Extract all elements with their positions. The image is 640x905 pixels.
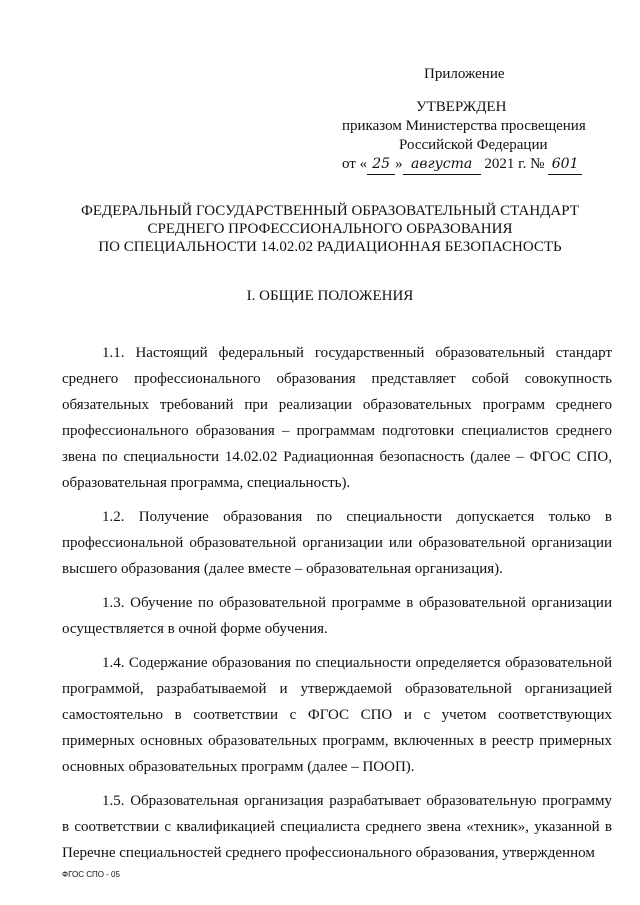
title-line-3: ПО СПЕЦИАЛЬНОСТИ 14.02.02 РАДИАЦИОННАЯ БЕЗОПАСНОСТЬ bbox=[98, 239, 562, 255]
document-body bbox=[62, 340, 612, 874]
order-line-2: Российской Федерации bbox=[399, 137, 548, 153]
footer-code: ФГОС СПО - 05 bbox=[62, 870, 120, 879]
date-month: августа bbox=[403, 155, 481, 175]
paragraph-1-1: 1.1. Настоящий федеральный государственный образовательный стандарт среднего профессионального образования представляет собой совокупность обязательных требований при реализации образовательных программ среднего профессионального образования – программам подготовки специалистов среднего звена по специальности 14.02.02 Радиационная безопасность (далее – ФГОС СПО, образовательная программа, специальность). bbox=[62, 345, 612, 491]
paragraph-1-5: 1.5. Образовательная организация разрабатывает образовательную программу в соответствии с квалификацией специалиста среднего звена «техник», указанной в Перечне специальностей среднего профессионального образования, утвержденном bbox=[62, 793, 612, 861]
standard-title bbox=[60, 202, 600, 256]
appendix-label: Приложение bbox=[424, 66, 505, 82]
section-heading: I. ОБЩИЕ ПОЛОЖЕНИЯ bbox=[246, 288, 414, 304]
paragraph-1-2: 1.2. Получение образования по специальности допускается только в профессиональной образовательной организации или образовательной организации высшего образования (далее вместе – образовательная организация). bbox=[62, 509, 612, 577]
order-date-line bbox=[342, 155, 592, 175]
order-line-1: приказом Министерства просвещения bbox=[342, 118, 586, 134]
date-day: 25 bbox=[367, 155, 395, 175]
approved-label: УТВЕРЖДЕН bbox=[416, 99, 507, 115]
approval-block bbox=[342, 98, 592, 175]
date-year: 2021 г. № bbox=[484, 156, 545, 172]
paragraph-1-3: 1.3. Обучение по образовательной программе в образовательной организации осуществляется в очной форме обучения. bbox=[62, 595, 612, 637]
order-number: 601 bbox=[548, 155, 582, 175]
date-prefix: от « bbox=[342, 156, 368, 172]
date-sep: » bbox=[395, 156, 403, 172]
title-line-1: ФЕДЕРАЛЬНЫЙ ГОСУДАРСТВЕННЫЙ ОБРАЗОВАТЕЛЬНЫЙ СТАНДАРТ bbox=[81, 203, 579, 219]
title-line-2: СРЕДНЕГО ПРОФЕССИОНАЛЬНОГО ОБРАЗОВАНИЯ bbox=[147, 221, 513, 237]
paragraph-1-4: 1.4. Содержание образования по специальности определяется образовательной программой, разрабатываемой и утверждаемой образовательной организацией самостоятельно в соответствии с ФГОС СПО и с учетом соответствующих примерных основных образовательных программ, включенных в реестр примерных основных образовательных программ (далее – ПООП). bbox=[62, 655, 612, 775]
